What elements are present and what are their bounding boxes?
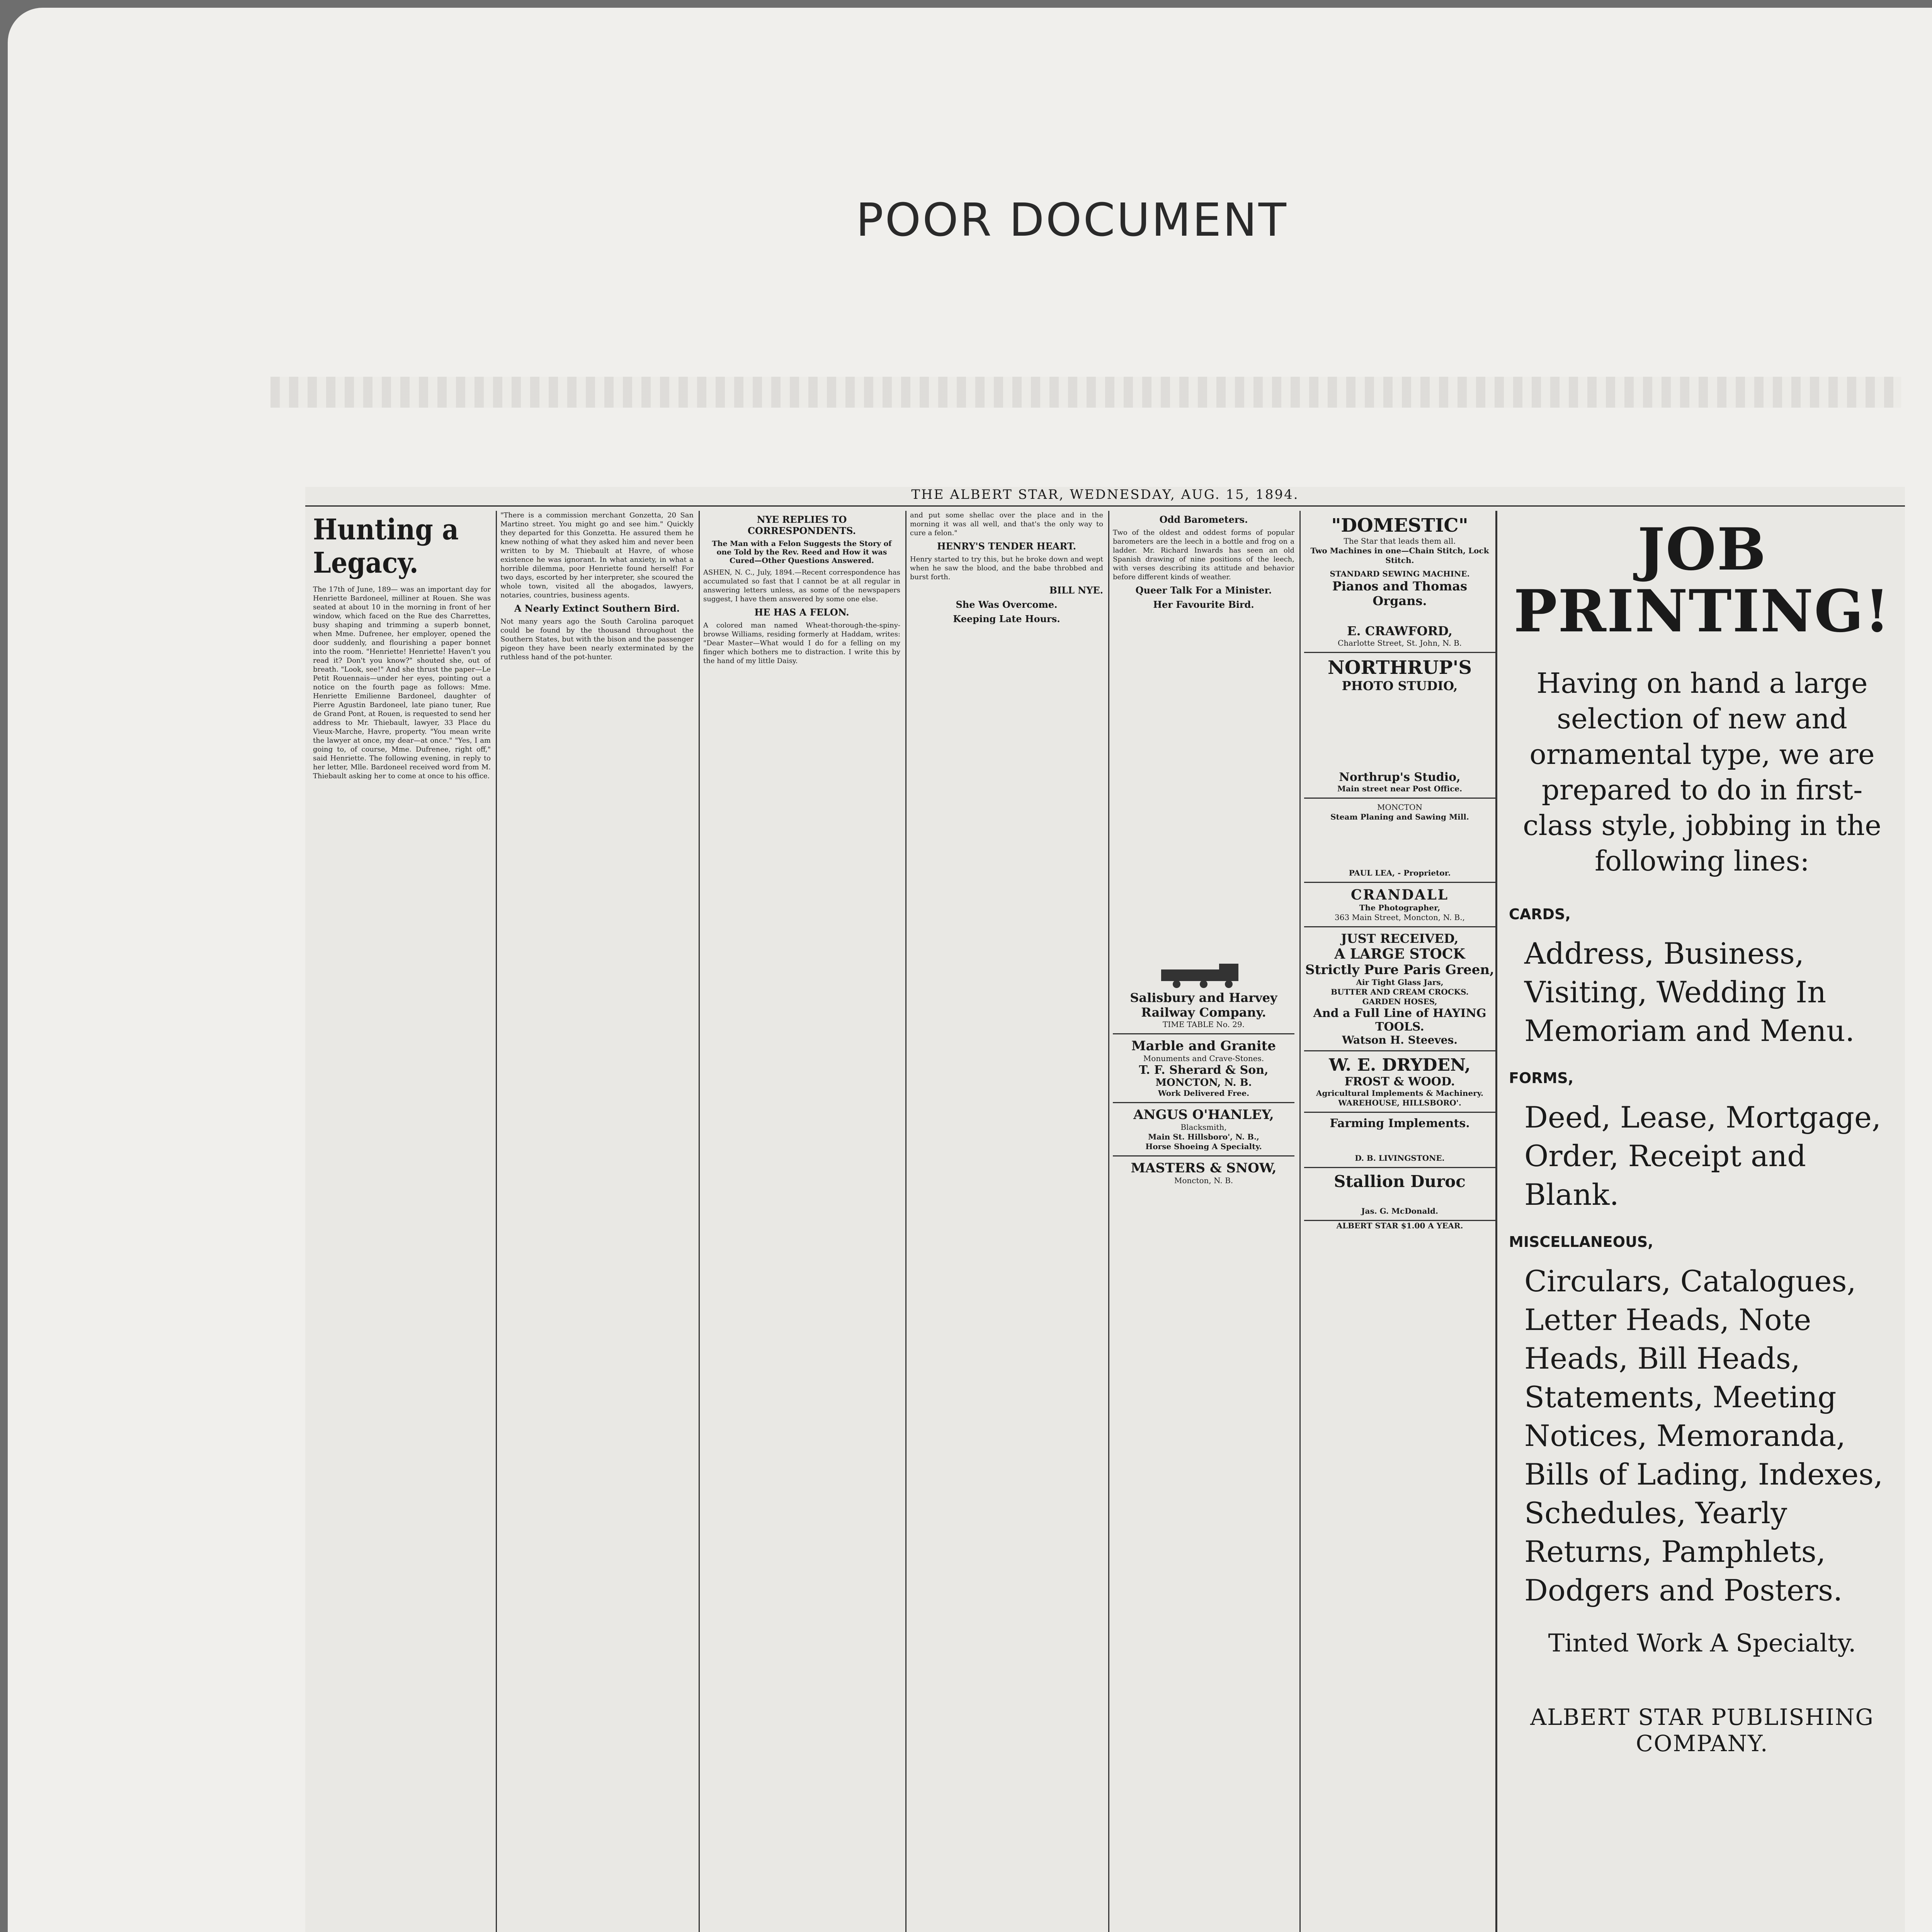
crawford-name: E. CRAWFORD, xyxy=(1347,624,1452,638)
steeves-butter: BUTTER AND CREAM CROCKS. xyxy=(1331,987,1469,997)
poor-document-notice: POOR DOCUMENT xyxy=(856,193,1288,247)
article-subhead: HENRY'S TENDER HEART. xyxy=(937,541,1076,552)
crandall-ad xyxy=(1304,883,1495,927)
marble-title: Marble and Granite xyxy=(1131,1038,1276,1054)
dryden-implements: Agricultural Implements & Machinery. xyxy=(1316,1088,1484,1098)
mill-title: Steam Planing and Sawing Mill. xyxy=(1330,812,1469,821)
column-rule xyxy=(496,511,497,1932)
northrup-address: Main street near Post Office. xyxy=(1337,784,1463,793)
domestic-sub: The Star that leads them all. xyxy=(1344,536,1456,546)
domestic-line: Two Machines in one—Chain Stitch, Lock Stitch. xyxy=(1310,546,1489,565)
article-subhead: Odd Barometers. xyxy=(1159,514,1248,525)
masters-name: MASTERS & SNOW, xyxy=(1131,1160,1277,1176)
article-body: Henry started to try this, but he broke down and wept when he saw the blood, and the babe throbbed and burst forth. xyxy=(910,555,1103,581)
article-body: Not many years ago the South Carolina paroquet could be found by the thousand throughout the Southern States, but with the bison and the passenger pigeon they have been nearly exterminated by the ruthless hand of the pot-hunter. xyxy=(500,617,694,661)
dryden-warehouse: WAREHOUSE, HILLSBORO'. xyxy=(1338,1098,1461,1107)
article-body: A colored man named Wheat-thorough-the-spiny-browse Williams, residing formerly at Haddam, writes: "Dear Master—What would I do for a felling on my finger which bothers me to distraction. I write this by the hand of my little Daisy. xyxy=(703,621,900,665)
column-5 xyxy=(1113,511,1294,1932)
blacksmith-foot: Horse Shoeing A Specialty. xyxy=(1145,1142,1262,1151)
masters-city: Moncton, N. B. xyxy=(1174,1176,1233,1185)
job-intro: Having on hand a large selection of new and ornamental type, we are prepared to do in first-class style, jobbing in the following lines: xyxy=(1523,667,1881,877)
article-body: Two of the oldest and oddest forms of popular barometers are the leech in a bottle and frog on a ladder. Mr. Richard Inwards has seen an old Spanish drawing of nine positions of the leech, with verses describing its attitude and behavior before different kinds of weather. xyxy=(1113,529,1294,581)
column-3 xyxy=(703,511,900,1932)
column-1 xyxy=(313,511,491,1932)
steeves-ad xyxy=(1304,927,1495,1051)
article-headline: Hunting a Legacy. xyxy=(313,513,459,580)
northrup-foot: Northrup's Studio, xyxy=(1339,770,1461,784)
masthead: THE ALBERT STAR, WEDNESDAY, AUG. 15, 1894. xyxy=(305,487,1905,507)
column-4 xyxy=(910,511,1103,1932)
article-body: The 17th of June, 189— was an important day for Henriette Bardoneel, milliner at Rouen. She was seated at about 10 in the morning in front of her window, which faced on the Rue des Charrettes, busy shaping and trimming a superb bonnet, when Mme. Dufrenee, her employer, opened the door suddenly, and flourishing a paper bonnet into the room. "Henriette! Henriette! Haven't you read it? Don't you know?" shouted she, out of breath. "Look, see!" And she thrust the paper—Le Petit Rouennais—under her eyes, pointing out a notice on the fourth page as follows: Mme. Henriette Emilienne Bardoneel, daughter of Pierre Agustin Bardoneel, late piano tuner, Rue de Grand Pont, at Rouen, is requested to send her address to Mr. Thiebault, lawyer, 33 Place du Vieux-Marche, Havre, property. "You mean write the lawyer at once, my dear—at once." "Yes, I am going to, of course, Mme. Dufrenee, right off," said Henriette. The following evening, in reply to her letter, Mlle. Bardoneel received word from M. Thiebault asking her to come at once to his office. xyxy=(313,585,491,780)
blacksmith-sub: Blacksmith, xyxy=(1180,1122,1227,1132)
article-body: "There is a commission merchant Gonzetta, 20 San Martino street. You might go and see him." Quickly they departed for this Gonzetta. He assured them he knew nothing of what they asked him and never been written to by M. Thiebault at Havre, of whose existence he was ignorant. In what anxiety, in what a horrible dilemma, poor Henriette found herself! For two days, escorted by her interpreter, she scoured the whole town, visited all the abogados, lawyers, notaries, countries, business agents. xyxy=(500,511,694,599)
column-2 xyxy=(500,511,694,1932)
article-body: ASHEN, N. C., July, 1894.—Recent correspondence has accumulated so fast that I cannot be at all regular in answering letters unless, as some of the newspapers suggest, I have them answered by some one else. xyxy=(703,568,900,603)
crandall-address: 363 Main Street, Moncton, N. B., xyxy=(1335,913,1465,922)
steeves-received: JUST RECEIVED, xyxy=(1341,931,1459,946)
column-rule xyxy=(1108,511,1109,1932)
crandall-title: CRANDALL xyxy=(1350,887,1449,903)
article-subhead: Her Favourite Bird. xyxy=(1153,599,1254,610)
railway-title: Salisbury and Harvey Railway Company. xyxy=(1130,990,1277,1020)
steeves-stock: A LARGE STOCK xyxy=(1334,946,1465,962)
marble-sub: Monuments and Crave-Stones. xyxy=(1143,1054,1264,1063)
article-subhead: HE HAS A FELON. xyxy=(754,607,849,618)
job-printing-ad xyxy=(1501,511,1903,1932)
mill-ad xyxy=(1304,799,1495,883)
marble-name: T. F. Sherard & Son, xyxy=(1139,1063,1269,1077)
stallion-owner: Jas. G. McDonald. xyxy=(1361,1206,1438,1216)
job-section-forms: FORMS, xyxy=(1509,1070,1574,1087)
livingstone-ad xyxy=(1304,1113,1495,1168)
scan-artifact-band xyxy=(270,377,1901,408)
mill-proprietor: PAUL LEA, - Proprietor. xyxy=(1349,868,1451,878)
job-section-misc: MISCELLANEOUS, xyxy=(1509,1233,1653,1250)
article-subhead: Keeping Late Hours. xyxy=(953,613,1060,624)
stallion-title: Stallion Duroc xyxy=(1334,1172,1466,1191)
marble-ad xyxy=(1113,1034,1294,1103)
article-signature: BILL NYE. xyxy=(1049,585,1103,596)
article-deck: The Man with a Felon Suggests the Story of one Told by the Rev. Reed and How it was Cured—Other Questions Answered. xyxy=(712,539,892,565)
crawford-address: Charlotte Street, St. John, N. B. xyxy=(1337,638,1462,648)
job-tinted: Tinted Work A Specialty. xyxy=(1548,1629,1856,1658)
railway-timetable: TIME TABLE No. 29. xyxy=(1162,1020,1245,1029)
standard-line: STANDARD SEWING MACHINE. xyxy=(1330,569,1470,578)
column-rule xyxy=(905,511,906,1932)
article-body: and put some shellac over the place and in the morning it was all well, and that's the only way to cure a felon." xyxy=(910,511,1103,537)
railway-ad xyxy=(1113,958,1294,1034)
steeves-haying: And a Full Line of HAYING TOOLS. xyxy=(1313,1007,1486,1034)
dryden-ad xyxy=(1304,1051,1495,1113)
steeves-name: Watson H. Steeves. xyxy=(1342,1034,1458,1046)
subscription-line: ALBERT STAR $1.00 A YEAR. xyxy=(1336,1221,1463,1230)
job-misc-list: Circulars, Catalogues, Letter Heads, Note Heads, Bill Heads, Statements, Meeting Notices, Memoranda, Bills of Lading, Indexes, Schedules, Yearly Returns, Pamphlets, Dodgers and Posters. xyxy=(1524,1264,1883,1607)
blacksmith-name: ANGUS O'HANLEY, xyxy=(1133,1107,1274,1122)
job-publisher: ALBERT STAR PUBLISHING COMPANY. xyxy=(1530,1704,1874,1757)
job-cards-list: Address, Business, Visiting, Wedding In Memoriam and Menu. xyxy=(1524,936,1855,1048)
steeves-jars: Air Tight Glass Jars, xyxy=(1356,978,1444,987)
northrup-title: NORTHRUP'S xyxy=(1327,657,1472,679)
steeves-hoses: GARDEN HOSES, xyxy=(1362,997,1437,1006)
marble-foot: Work Delivered Free. xyxy=(1158,1088,1250,1098)
dryden-frost: FROST & WOOD. xyxy=(1344,1075,1455,1088)
dryden-name: W. E. DRYDEN, xyxy=(1329,1055,1471,1075)
livingstone-name: D. B. LIVINGSTONE. xyxy=(1355,1153,1445,1163)
column-rule xyxy=(1299,511,1301,1932)
domestic-title: "DOMESTIC" xyxy=(1331,515,1468,536)
article-subhead: Queer Talk For a Minister. xyxy=(1135,585,1272,596)
farming-title: Farming Implements. xyxy=(1330,1117,1470,1130)
job-title: JOB PRINTING! xyxy=(1514,515,1891,645)
masters-ad xyxy=(1113,1156,1294,1189)
northrup-sub: PHOTO STUDIO, xyxy=(1342,679,1458,693)
article-subhead: She Was Overcome. xyxy=(956,599,1058,610)
column-rule xyxy=(699,511,700,1932)
blacksmith-ad xyxy=(1113,1103,1294,1156)
crandall-sub: The Photographer, xyxy=(1359,903,1440,912)
article-headline: NYE REPLIES TO CORRESPONDENTS. xyxy=(747,514,856,536)
locomotive-icon xyxy=(1146,962,1262,989)
column-rule xyxy=(1495,511,1497,1932)
pianos-line: Pianos and Thomas Organs. xyxy=(1332,579,1468,608)
blacksmith-address: Main St. Hillsboro', N. B., xyxy=(1148,1132,1259,1141)
job-forms-list: Deed, Lease, Mortgage, Order, Receipt and Blank. xyxy=(1524,1100,1881,1212)
domestic-ad xyxy=(1304,511,1495,653)
mill-city: MONCTON xyxy=(1377,803,1422,812)
column-6-ads xyxy=(1304,511,1495,1932)
article-subhead: A Nearly Extinct Southern Bird. xyxy=(514,603,680,614)
steeves-paris: Strictly Pure Paris Green, xyxy=(1305,962,1494,978)
newspaper-page xyxy=(305,487,1905,1932)
northrup-ad xyxy=(1304,653,1495,799)
marble-city: MONCTON, N. B. xyxy=(1155,1077,1252,1088)
job-section-cards: CARDS, xyxy=(1509,906,1571,923)
stallion-ad xyxy=(1304,1168,1495,1221)
